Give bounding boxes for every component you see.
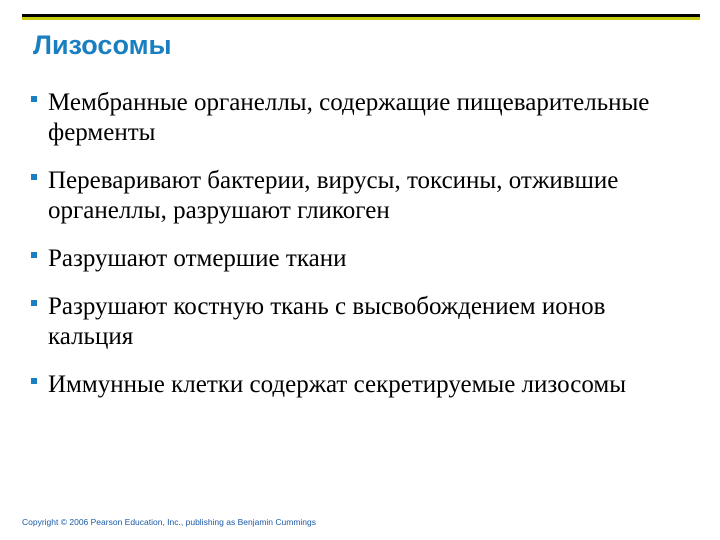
copyright-footer: Copyright © 2006 Pearson Education, Inc., publishing as Benjamin Cummings	[22, 517, 317, 527]
bullet-item	[30, 88, 690, 148]
slide-title: Лизосомы	[33, 30, 172, 60]
bullet-text: Разрушают костную ткань с высвобождением ионов кальция	[48, 293, 606, 350]
square-bullet-icon	[31, 96, 37, 102]
bullet-text: Мембранные органеллы, содержащие пищеварительные ферменты	[48, 89, 650, 146]
bullet-text: Иммунные клетки содержат секретируемые лизосомы	[48, 371, 626, 398]
bullet-item	[30, 244, 690, 274]
bullet-list	[30, 88, 690, 418]
header-rule-accent	[22, 17, 700, 20]
bullet-item	[30, 370, 690, 400]
square-bullet-icon	[31, 252, 37, 258]
square-bullet-icon	[31, 378, 37, 384]
bullet-text: Переваривают бактерии, вирусы, токсины, отжившие органеллы, разрушают гликоген	[48, 167, 619, 224]
square-bullet-icon	[31, 174, 37, 180]
bullet-item	[30, 292, 690, 352]
bullet-text: Разрушают отмершие ткани	[48, 245, 347, 272]
bullet-item	[30, 166, 690, 226]
square-bullet-icon	[31, 300, 37, 306]
